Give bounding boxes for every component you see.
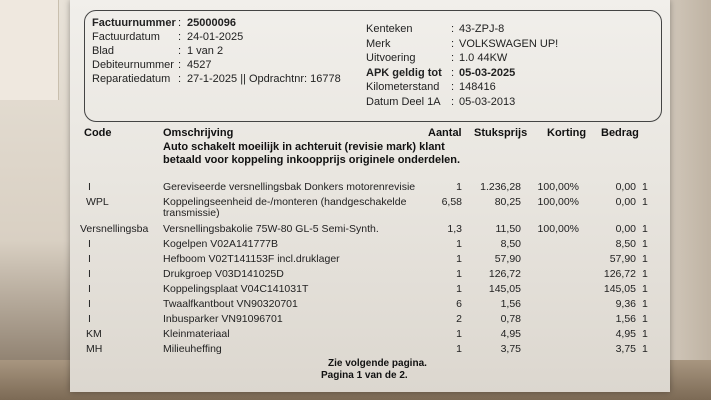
header-value: 43-ZPJ-8 — [459, 23, 505, 35]
line-vat-code: 1 — [642, 181, 648, 193]
line-vat-code: 1 — [642, 283, 648, 295]
line-quantity: 1 — [456, 268, 462, 280]
line-vat-code: 1 — [642, 253, 648, 265]
footer-next-page: Zie volgende pagina. — [328, 358, 427, 369]
line-code: I — [88, 298, 91, 310]
line-unit-price: 11,50 — [495, 223, 521, 235]
line-description: Inbusparker VN91096701 — [163, 313, 283, 325]
line-amount: 0,00 — [615, 196, 636, 208]
header-colon: : — [451, 66, 455, 79]
line-quantity: 6,58 — [441, 196, 462, 208]
line-unit-price: 1,56 — [500, 298, 521, 310]
line-code: MH — [86, 343, 103, 355]
header-colon: : — [451, 23, 455, 35]
line-vat-code: 1 — [642, 328, 648, 340]
line-description: Milieuheffing — [163, 343, 222, 355]
line-description: Versnellingsbakolie 75W-80 GL-5 Semi-Synth. — [163, 223, 379, 235]
line-vat-code: 1 — [642, 268, 648, 280]
line-description: Koppelingsplaat V04C141031T — [163, 283, 309, 295]
line-quantity: 1 — [456, 343, 462, 355]
column-header-amount: Bedrag — [601, 127, 639, 139]
header-label: Datum Deel 1A — [366, 95, 441, 108]
column-header-discount: Korting — [547, 127, 587, 139]
line-amount: 0,00 — [615, 223, 636, 235]
line-description: Koppelingseenheid de-/monteren (handgeschakelde — [163, 196, 407, 208]
column-header-description: Omschrijving — [163, 127, 234, 139]
line-description: Hefboom V02T141153F incl.druklager — [163, 253, 340, 265]
line-description: Gereviseerde versnellingsbak Donkers motorenrevisie — [163, 181, 416, 193]
line-quantity: 6 — [456, 298, 462, 310]
line-vat-code: 1 — [642, 238, 648, 250]
line-amount: 57,90 — [609, 253, 636, 265]
line-vat-code: 1 — [642, 313, 648, 325]
line-code: I — [88, 268, 91, 280]
line-code: I — [88, 181, 91, 193]
column-header-quantity: Aantal — [428, 127, 462, 139]
header-label: Blad — [92, 45, 115, 57]
line-code: I — [88, 313, 91, 325]
line-description: Kogelpen V02A141777B — [163, 238, 279, 250]
background-left-paper — [0, 0, 59, 100]
header-value: 27-1-2025 || Opdrachtnr: 16778 — [187, 73, 341, 85]
line-code: I — [88, 253, 91, 265]
line-code: I — [88, 238, 91, 250]
line-unit-price: 57,90 — [494, 253, 521, 265]
line-quantity: 1 — [456, 328, 462, 340]
header-colon: : — [451, 81, 455, 93]
line-amount: 8,50 — [615, 238, 636, 250]
line-unit-price: 8,50 — [500, 238, 521, 250]
line-description-continued: transmissie) — [163, 207, 220, 219]
line-quantity: 1,3 — [447, 223, 462, 235]
header-value: 05-03-2025 — [459, 66, 516, 79]
line-amount: 1,56 — [615, 313, 636, 325]
header-value: 24-01-2025 — [187, 31, 244, 43]
line-amount: 9,36 — [615, 298, 636, 310]
line-unit-price: 1.236,28 — [480, 181, 521, 193]
header-label: Debiteurnummer — [92, 59, 174, 71]
line-discount: 100,00% — [537, 196, 579, 208]
line-quantity: 1 — [456, 181, 462, 193]
line-amount: 145,05 — [603, 283, 636, 295]
column-header-unit-price: Stuksprijs — [474, 127, 528, 139]
line-quantity: 1 — [456, 283, 462, 295]
header-label: APK geldig tot — [366, 66, 442, 79]
header-value: 25000096 — [187, 17, 236, 29]
header-colon: : — [178, 45, 182, 57]
line-description: Kleinmateriaal — [163, 328, 230, 340]
header-colon: : — [451, 95, 455, 108]
line-code: KM — [86, 328, 102, 340]
header-value: 4527 — [187, 59, 212, 71]
header-colon: : — [178, 17, 182, 29]
line-unit-price: 3,75 — [500, 343, 521, 355]
header-colon: : — [178, 31, 182, 43]
header-value: VOLKSWAGEN UP! — [459, 37, 559, 50]
header-label: Factuurnummer — [92, 17, 176, 29]
intro-text: Auto schakelt moeilijk in achteruit (revisie mark) klant betaald voor koppeling inkoopprijs originele onderdelen. — [163, 141, 461, 166]
header-label: Kenteken — [366, 23, 413, 35]
line-description: Drukgroep V03D141025D — [163, 268, 284, 280]
line-amount: 3,75 — [615, 343, 636, 355]
line-unit-price: 0,78 — [500, 313, 521, 325]
line-vat-code: 1 — [642, 196, 648, 208]
header-value: 05-03-2013 — [459, 95, 516, 108]
line-amount: 0,00 — [615, 181, 636, 193]
line-unit-price: 4,95 — [500, 328, 521, 340]
header-label: Reparatiedatum — [92, 73, 171, 85]
line-vat-code: 1 — [642, 298, 648, 310]
line-quantity: 1 — [456, 238, 462, 250]
header-colon: : — [178, 59, 182, 71]
column-header-code: Code — [84, 127, 112, 139]
header-colon: : — [451, 37, 455, 50]
line-vat-code: 1 — [642, 223, 648, 235]
header-label: Merk — [366, 37, 391, 50]
line-discount: 100,00% — [537, 223, 579, 235]
line-discount: 100,00% — [537, 181, 579, 193]
header-value: 1.0 44KW — [459, 52, 508, 64]
line-code: I — [88, 283, 91, 295]
line-code: Versnellingsba — [80, 223, 149, 235]
line-description: Twaalfkantbout VN90320701 — [163, 298, 298, 310]
line-code: WPL — [86, 196, 109, 208]
header-label: Factuurdatum — [92, 31, 160, 43]
header-colon: : — [451, 52, 455, 64]
header-value: 148416 — [459, 81, 496, 93]
line-quantity: 2 — [456, 313, 462, 325]
line-vat-code: 1 — [642, 343, 648, 355]
line-amount: 126,72 — [603, 268, 636, 280]
header-label: Uitvoering — [366, 52, 416, 64]
line-unit-price: 145,05 — [488, 283, 521, 295]
header-colon: : — [178, 73, 182, 85]
line-quantity: 1 — [456, 253, 462, 265]
line-unit-price: 80,25 — [494, 196, 521, 208]
line-amount: 4,95 — [615, 328, 636, 340]
line-unit-price: 126,72 — [488, 268, 521, 280]
footer-page-number: Pagina 1 van de 2. — [321, 370, 408, 381]
header-label: Kilometerstand — [366, 81, 440, 93]
header-value: 1 van 2 — [187, 45, 224, 57]
